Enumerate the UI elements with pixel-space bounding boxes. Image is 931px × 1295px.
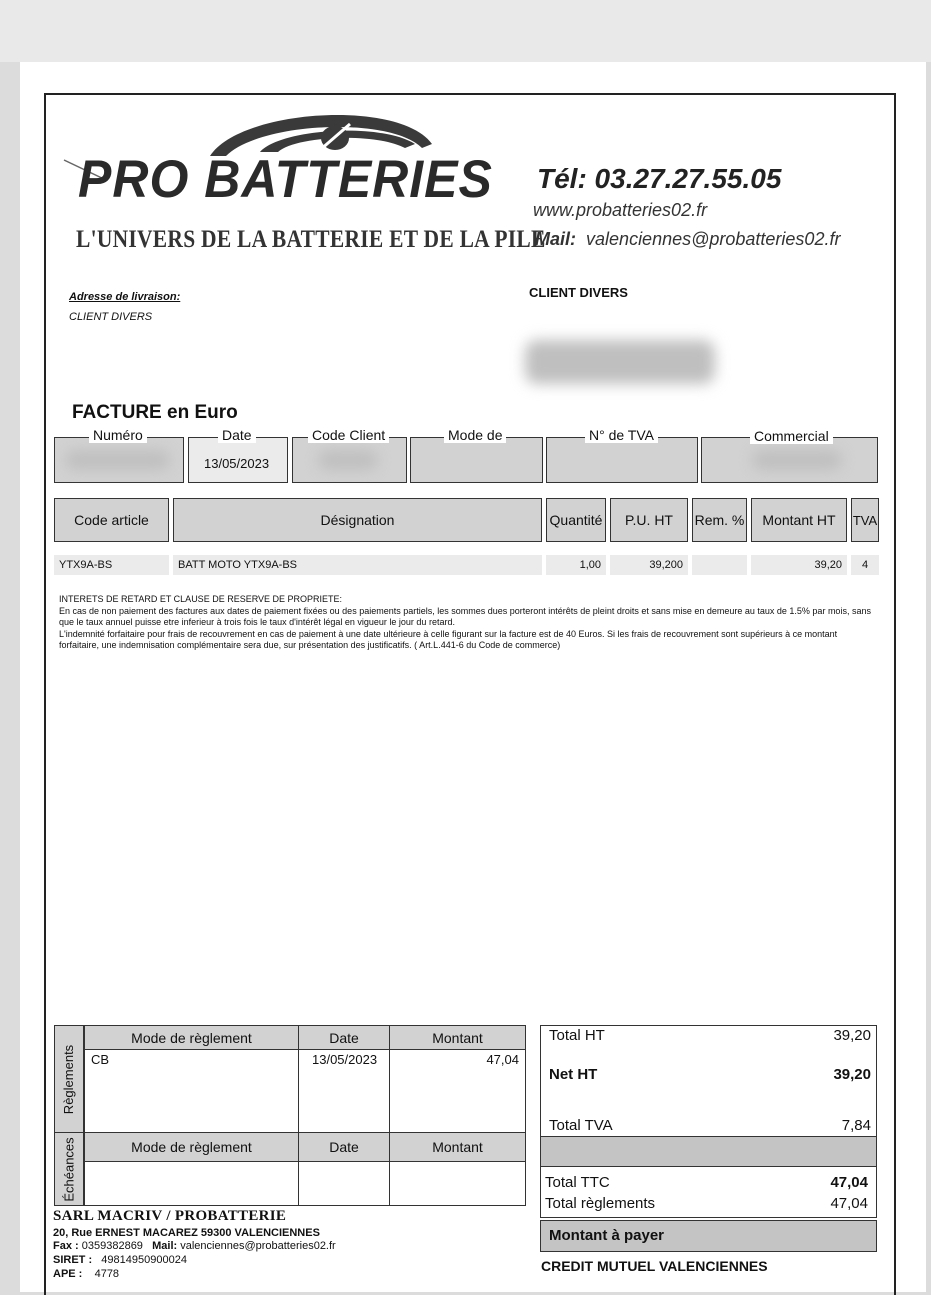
siret-number: 49814950900024 bbox=[101, 1254, 187, 1266]
ape-line bbox=[53, 1268, 119, 1280]
echeance-mode-cell bbox=[84, 1161, 299, 1206]
numero-label: Numéro bbox=[89, 427, 147, 443]
montant-a-payer-label: Montant à payer bbox=[549, 1227, 665, 1244]
payment-terms bbox=[59, 594, 879, 652]
reglements-header-montant: Montant bbox=[389, 1025, 526, 1050]
code-client-label: Code Client bbox=[308, 427, 389, 443]
row-montant-ht: 39,20 bbox=[751, 555, 847, 575]
delivery-address-label: Adresse de livraison: bbox=[69, 291, 181, 303]
col-pu-ht: P.U. HT bbox=[610, 498, 688, 542]
invoice-date: 13/05/2023 bbox=[204, 456, 270, 471]
phone-number: Tél: 03.27.27.55.05 bbox=[537, 163, 782, 194]
terms-paragraph-1: En cas de non paiement des factures aux dates de paiement fixées ou des paiements partiels, les sommes dues porteront intérêts de pleint droits et sans mise en demeure au taux de 1.5% par mois, sans que le taux annuel puisse etre inferieur à trois fois le taux d'intérêt légal en vigueur le jour du retard. bbox=[59, 605, 871, 627]
redacted-commercial bbox=[752, 450, 842, 470]
company-name: SARL MACRIV / PROBATTERIE bbox=[53, 1208, 287, 1224]
row-tva: 4 bbox=[851, 555, 879, 575]
date-label: Date bbox=[218, 427, 256, 443]
mode-box bbox=[410, 437, 543, 483]
fax-label: Fax : bbox=[53, 1240, 79, 1252]
col-tva: TVA bbox=[851, 498, 879, 542]
redacted-numero bbox=[65, 450, 170, 470]
mode-label: Mode de bbox=[444, 427, 506, 443]
company-address: 20, Rue ERNEST MACAREZ 59300 VALENCIENNES bbox=[53, 1227, 320, 1239]
col-remise: Rem. % bbox=[692, 498, 747, 542]
date-box bbox=[188, 437, 288, 483]
terms-title: INTERETS DE RETARD ET CLAUSE DE RESERVE DE PROPRIETE: bbox=[59, 594, 343, 604]
total-tva-label: Total TVA bbox=[549, 1117, 613, 1134]
email-link[interactable]: valenciennes@probatteries02.fr bbox=[586, 229, 841, 249]
code-client-box bbox=[292, 437, 407, 483]
brand-tagline: L'UNIVERS DE LA BATTERIE ET DE LA PILE bbox=[76, 226, 546, 253]
row-designation: BATT MOTO YTX9A-BS bbox=[173, 555, 542, 575]
fax-mail-line bbox=[53, 1240, 336, 1252]
tva-number-label: N° de TVA bbox=[585, 427, 658, 443]
col-montant-ht: Montant HT bbox=[751, 498, 847, 542]
siret-label: SIRET : bbox=[53, 1254, 93, 1266]
commercial-label: Commercial bbox=[750, 428, 833, 444]
row-quantite: 1,00 bbox=[546, 555, 606, 575]
siret-line bbox=[53, 1254, 187, 1266]
total-tva-value: 7,84 bbox=[841, 1117, 871, 1134]
redacted-code-client bbox=[318, 450, 378, 470]
echeance-date-cell bbox=[298, 1161, 390, 1206]
col-quantite: Quantité bbox=[546, 498, 606, 542]
montant-a-payer-box bbox=[540, 1220, 877, 1252]
net-ht-label: Net HT bbox=[549, 1066, 598, 1083]
client-name: CLIENT DIVERS bbox=[529, 285, 628, 300]
total-ht-label: Total HT bbox=[549, 1027, 605, 1044]
mail-label: Mail: bbox=[535, 229, 577, 249]
reglement-mode: CB bbox=[84, 1049, 299, 1133]
echeances-header-mode: Mode de règlement bbox=[84, 1132, 299, 1162]
footer-mail-label: Mail: bbox=[152, 1240, 178, 1252]
email-line bbox=[535, 229, 840, 250]
echeances-header-montant: Montant bbox=[389, 1132, 526, 1162]
bank-name: CREDIT MUTUEL VALENCIENNES bbox=[541, 1258, 768, 1274]
reglements-side-label: Règlements bbox=[54, 1025, 84, 1133]
col-designation: Désignation bbox=[173, 498, 542, 542]
numero-box bbox=[54, 437, 184, 483]
total-ttc-label: Total TTC bbox=[545, 1174, 610, 1191]
terms-paragraph-2: L'indemnité forfaitaire pour frais de recouvrement en cas de paiement à une date ultérieure à celle figurant sur la facture est de 40 Euros. Si les frais de recouvrement sont supérieurs à ce montant forfaitaire, une indemnisation complémentaire sera due, sur présentation des justificatifs. ( Art.L.441-6 du Code de commerce) bbox=[59, 628, 838, 650]
row-code: YTX9A-BS bbox=[54, 555, 169, 575]
echeances-side-label: Échéances bbox=[54, 1132, 84, 1206]
invoice-title: FACTURE en Euro bbox=[72, 402, 238, 423]
reglement-montant: 47,04 bbox=[389, 1049, 526, 1133]
scan-background bbox=[0, 0, 931, 62]
col-code-article: Code article bbox=[54, 498, 169, 542]
reglement-date: 13/05/2023 bbox=[298, 1049, 390, 1133]
brand-name: PRO BATTERIES bbox=[78, 149, 493, 209]
row-pu-ht: 39,200 bbox=[610, 555, 688, 575]
reglements-header-date: Date bbox=[298, 1025, 390, 1050]
total-reglements-value: 47,04 bbox=[830, 1195, 868, 1212]
net-ht-value: 39,20 bbox=[833, 1066, 871, 1083]
echeances-header-date: Date bbox=[298, 1132, 390, 1162]
row-remise bbox=[692, 555, 747, 575]
ape-label: APE : bbox=[53, 1268, 83, 1280]
website-link[interactable]: www.probatteries02.fr bbox=[533, 200, 708, 220]
ape-code: 4778 bbox=[94, 1268, 120, 1280]
total-ht-value: 39,20 bbox=[833, 1027, 871, 1044]
tva-box bbox=[546, 437, 698, 483]
echeance-montant-cell bbox=[389, 1161, 526, 1206]
total-ttc-value: 47,04 bbox=[830, 1174, 868, 1191]
total-reglements-label: Total règlements bbox=[545, 1195, 656, 1212]
delivery-address-value: CLIENT DIVERS bbox=[69, 311, 153, 323]
fax-number: 0359382869 bbox=[81, 1240, 143, 1252]
redacted-client-address bbox=[525, 340, 715, 384]
footer-email[interactable]: valenciennes@probatteries02.fr bbox=[180, 1240, 336, 1252]
totals-separator-band bbox=[540, 1136, 877, 1167]
reglements-header-mode: Mode de règlement bbox=[84, 1025, 299, 1050]
